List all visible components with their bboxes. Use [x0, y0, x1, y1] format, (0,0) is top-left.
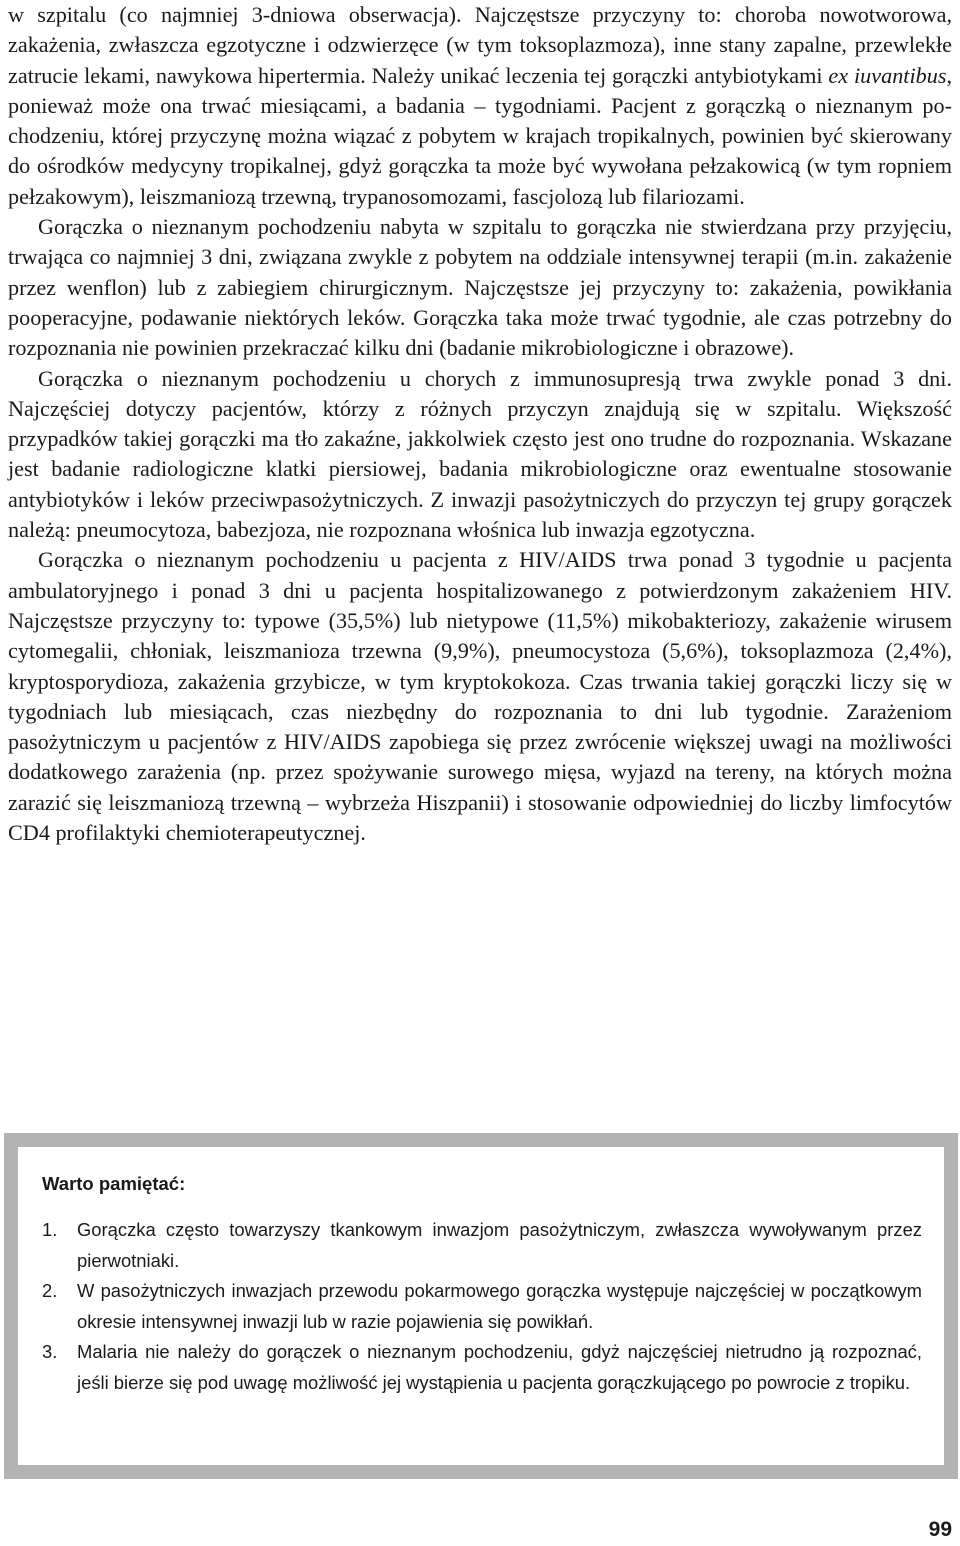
list-item-number: 1.: [42, 1219, 58, 1240]
paragraph-3: Gorączka o nieznanym pochodzeniu u chorych z immunosupresją trwa zwykle ponad 3 dni. Najczęściej dotyczy pacjentów, którzy z różnych przyczyn znajdują się w szpitalu. Większość przypadków takiej gorączki ma tło zakaźne, jakkolwiek często jest ono trudne do rozpoznania. Wskazane jest badanie radiologiczne klatki piersiowej, badania mikrobiologiczne oraz ewentualne stosowanie antybiotyków i leków przeciwpasożytniczych. Z inwazji pasożytniczych do przyczyn tej grupy gorączek należą: pneumocytoza, babezjoza, nie rozpoznana włośnica lub inwazja egzotyczna.: [8, 365, 952, 543]
remember-list: [42, 1215, 922, 1398]
list-item-text: W pasożytniczych inwazjach przewodu pokarmowego gorączka występuje najczęściej w początkowym okresie intensywnej inwazji lub w razie pojawienia się powikłań.: [77, 1280, 922, 1332]
paragraph-1-text-end: , ponieważ może ona trwać miesiącami, a badania – tygodniami. Pacjent z gorączką o nieznanym pochodzeniu, której przyczynę można wiązać z pobytem w krajach tropikalnych, powinien być skierowany do ośrodków medycyny tropikalnej, gdyż gorączka ta może być wywołana pełzakowicą (w tym ropniem pełzakowym), leiszmaniozą trzewną, trypanosomozami, fascjolozą lub filariozami.: [8, 62, 953, 209]
paragraph-1-text: w szpitalu (co najmniej 3-dniowa obserwacja). Najczęstsze przyczyny to: choroba nowotworowa, zakażenia, zwłaszcza egzotyczne i odzwierzęce (w tym toksoplazmoza), inne stany zapalne, przewlekłe zatrucie lekami, nawykowa hipertermia. Należy unikać leczenia tej gorączki antybiotykami: [8, 2, 952, 88]
list-item-text: Gorączka często towarzyszy tkankowym inwazjom pasożytniczym, zwłaszcza wywoływanym przez pierwotniaki.: [77, 1219, 922, 1271]
body-text: [8, 0, 952, 848]
paragraph-4: Gorączka o nieznanym pochodzeniu u pacjenta z HIV/AIDS trwa ponad 3 tygodnie u pacjenta ambulatoryjnego i ponad 3 dni u pacjenta hospitalizowanego z potwierdzonym zakażeniem HIV. Najczęstsze przyczyny to: typowe (35,5%) lub nietypowe (11,5%) mikobakteriozy, zakażenie wirusem cytomegalii, chłoniak, leiszmanioza trzewna (9,9%), pneumocystoza (5,6%), toksoplazmoza (2,4%), kryptosporydioza, zakażenia grzybicze, w tym kryptokokoza. Czas trwania takiej gorączki liczy się w tygodniach lub miesiącach, czas niezbędny do rozpoznania to dni lub tygodnie. Zarażeniom pasożytniczym u pacjentów z HIV/AIDS zapobiega się przez zwrócenie większej uwagi na możliwości dodatkowego zarażenia (np. przez spożywanie surowego mięsa, wyjazd na tereny, na których można zarazić się leiszmaniozą trzewną – wybrzeża Hiszpanii) i stosowanie odpowiedniej do liczby limfocytów CD4 profilaktyki chemioterapeutycznej.: [8, 547, 952, 846]
paragraph-2: Gorączka o nieznanym pochodzeniu nabyta w szpitalu to gorączka nie stwierdzana przy przyjęciu, trwająca co najmniej 3 dni, związana zwykle z pobytem na oddziale intensywnej terapii (m.in. zakażenie przez wenflon) lub z zabiegiem chirurgicznym. Najczęstsze jej przyczyny to: zakażenia, powikłania pooperacyjne, podawanie niektórych leków. Gorączka taka może trwać tygodnie, ale czas potrzebny do rozpoznania nie powinien przekraczać kilku dni (badanie mikrobiologiczne i obrazowe).: [8, 214, 952, 361]
list-item: [42, 1215, 922, 1276]
list-item-text: Malaria nie należy do gorączek o nieznanym pochodzeniu, gdyż najczęściej nietrudno ją rozpoznać, jeśli bierze się pod uwagę możliwość jej wystąpienia u pacjenta gorączkującego po powrocie z tropiku.: [77, 1341, 922, 1393]
list-item-number: 2.: [42, 1280, 58, 1301]
remember-box-content: [18, 1147, 944, 1465]
page-number: 99: [928, 1518, 952, 1541]
list-item: [42, 1337, 922, 1398]
paragraph-1: [8, 0, 952, 212]
paragraph-1-italic: ex iuvantibus: [828, 62, 947, 88]
list-item-number: 3.: [42, 1341, 58, 1362]
remember-box-title: Warto pamiętać:: [42, 1173, 186, 1194]
list-item: [42, 1276, 922, 1337]
remember-box: [4, 1133, 958, 1479]
